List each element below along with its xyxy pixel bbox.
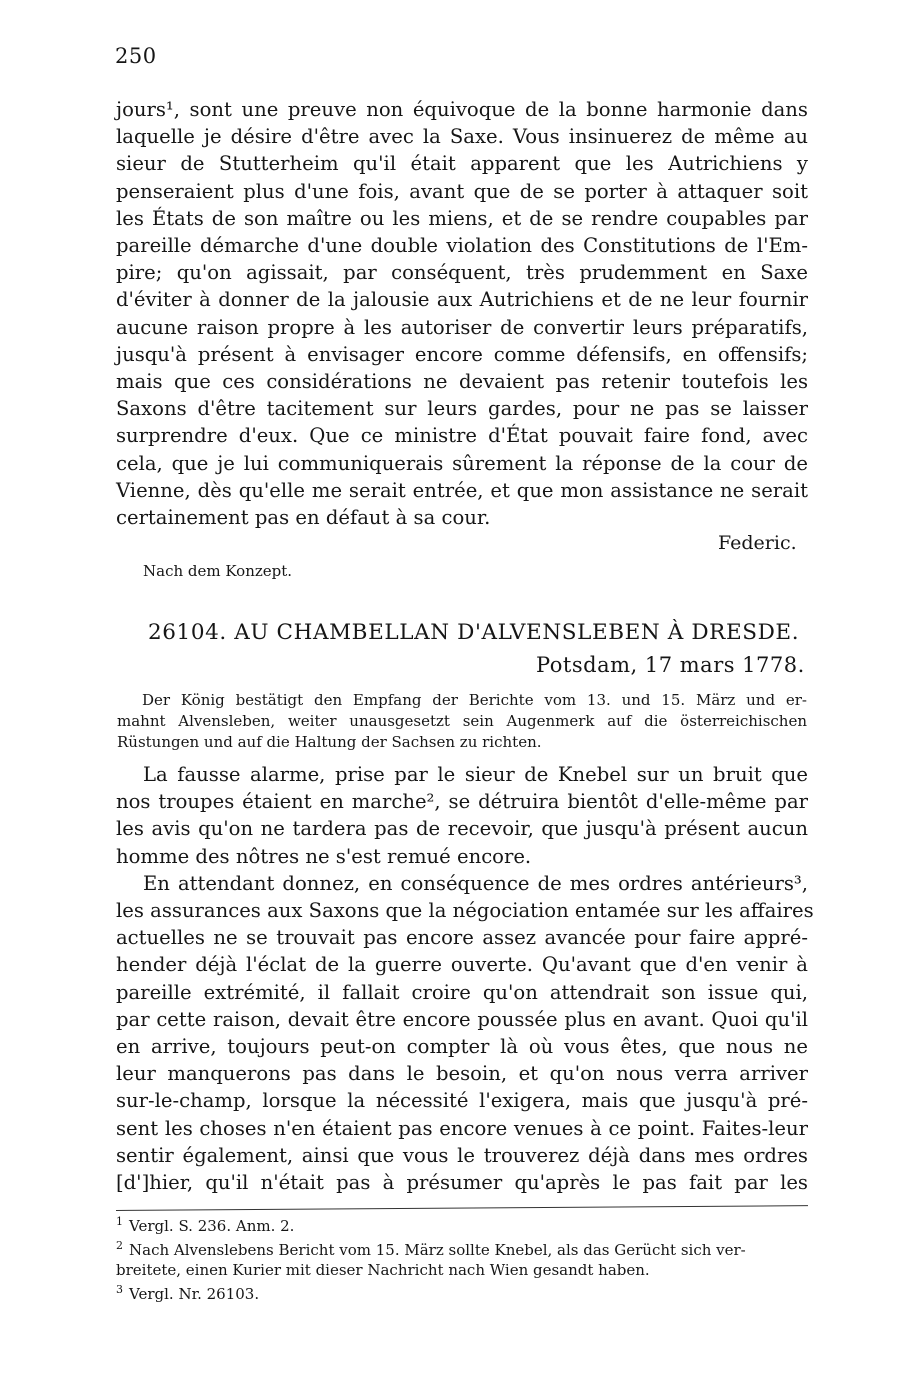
summary-line: Rüstungen und auf die Haltung der Sachsen zu richten. [117,733,542,751]
text-line: les avis qu'on ne tardera pas de recevoir, que jusqu'à présent aucun [116,817,808,841]
previous-letter-text [116,96,808,531]
text-line: hender déjà l'éclat de la guerre ouverte. Qu'avant que d'en venir à [116,953,808,977]
text-line: aucune raison propre à les autoriser de convertir leurs préparatifs, [116,315,808,339]
text-line: pareille extrémité, il fallait croire qu'on attendrait son issue qui, [116,980,808,1004]
text-line: en arrive, toujours peut-on compter là où vous êtes, que nous ne [116,1035,808,1059]
place-date: Potsdam, 17 mars 1778. [536,653,805,677]
footnote-rule [116,1205,808,1211]
letter-paragraph-1 [116,761,808,870]
summary-line: Der König bestätigt den Empfang der Berichte vom 13. und 15. März und er- [142,691,807,709]
text-line: sieur de Stutterheim qu'il était apparent que les Autrichiens y [116,152,808,176]
text-line: Saxons d'être tacitement sur leurs gardes, pour ne pas se laisser [116,397,808,421]
text-line: par cette raison, devait être encore poussée plus en avant. Quoi qu'il [116,1007,808,1031]
letter-heading: 26104. AU CHAMBELLAN D'ALVENSLEBEN À DRESDE. [148,620,800,645]
footnote-text: Vergl. Nr. 26103. [129,1285,260,1303]
letter-body [116,761,814,1196]
text-line: jusqu'à présent à envisager encore comme défensifs, en offensifs; [116,342,808,366]
text-line: laquelle je désire d'être avec la Saxe. Vous insinuerez de même au [116,125,808,149]
footnote [116,1236,806,1260]
footnotes [116,1212,806,1304]
text-line: les assurances aux Saxons que la négociation entamée sur les affaires [116,899,814,923]
text-line: homme des nôtres ne s'est remué encore. [116,844,532,868]
text-line: sur-le-champ, lorsque la nécessité l'exigera, mais que jusqu'à pré- [116,1089,808,1113]
footnote-text: breitete, einen Kurier mit dieser Nachricht nach Wien gesandt haben. [116,1261,650,1279]
text-line: surprendre d'eux. Que ce ministre d'État pouvait faire fond, avec [116,424,808,448]
letter-summary [117,690,807,753]
text-line: En attendant donnez, en conséquence de mes ordres antérieurs³, [143,871,808,895]
text-line: certainement pas en défaut à sa cour. [116,506,491,530]
footnote-marker: 2 [116,1239,123,1252]
text-line: La fausse alarme, prise par le sieur de Knebel sur un bruit que [143,763,808,786]
footnote-text: Vergl. S. 236. Anm. 2. [129,1217,295,1235]
text-line: Vienne, dès qu'elle me serait entrée, et que mon assistance ne serait [116,478,808,502]
text-line: mais que ces considérations ne devaient pas retenir toutefois les [116,370,808,394]
text-line: cela, que je lui communiquerais sûrement la réponse de la cour de [116,451,808,475]
footnote-marker: 1 [116,1215,123,1228]
source-note: Nach dem Konzept. [143,562,293,580]
text-line: jours¹, sont une preuve non équivoque de la bonne harmonie dans [116,98,808,121]
text-line: actuelles ne se trouvait pas encore assez avancée pour faire appré- [116,926,808,950]
text-line: penseraient plus d'une fois, avant que de se porter à attaquer soit [116,179,808,203]
footnote-text: Nach Alvenslebens Bericht vom 15. März sollte Knebel, als das Gerücht sich ver- [129,1241,746,1259]
text-line: nos troupes étaient en marche², se détruira bientôt d'elle-même par [116,790,808,814]
previous-letter-continuation [116,96,808,531]
page-number: 250 [115,44,157,68]
text-line: sent les choses n'en étaient pas encore venues à ce point. Faites-leur [116,1116,808,1140]
text-line: les États de son maître ou les miens, et de se rendre coupables par [116,206,808,230]
signature: Federic. [718,532,797,554]
text-line: [d']hier, qu'il n'était pas à présumer qu'après le pas fait par les [116,1171,808,1195]
summary-line: mahnt Alvensleben, weiter unausgesetzt sein Augenmerk auf die österreichischen [117,712,807,730]
text-line: d'éviter à donner de la jalousie aux Autrichiens et de ne leur fournir [116,288,808,312]
footnote-marker: 3 [116,1283,123,1296]
footnote [116,1212,806,1236]
footnote [116,1280,806,1304]
text-line: pareille démarche d'une double violation des Constitutions de l'Em- [116,234,808,258]
text-line: pire; qu'on agissait, par conséquent, très prudemment en Saxe [116,261,808,285]
text-line: leur manquerons pas dans le besoin, et qu'on nous verra arriver [116,1062,808,1086]
letter-paragraph-2 [116,870,814,1196]
text-line: sentir également, ainsi que vous le trouverez déjà dans mes ordres [116,1143,808,1167]
footnote-continuation [116,1260,806,1280]
